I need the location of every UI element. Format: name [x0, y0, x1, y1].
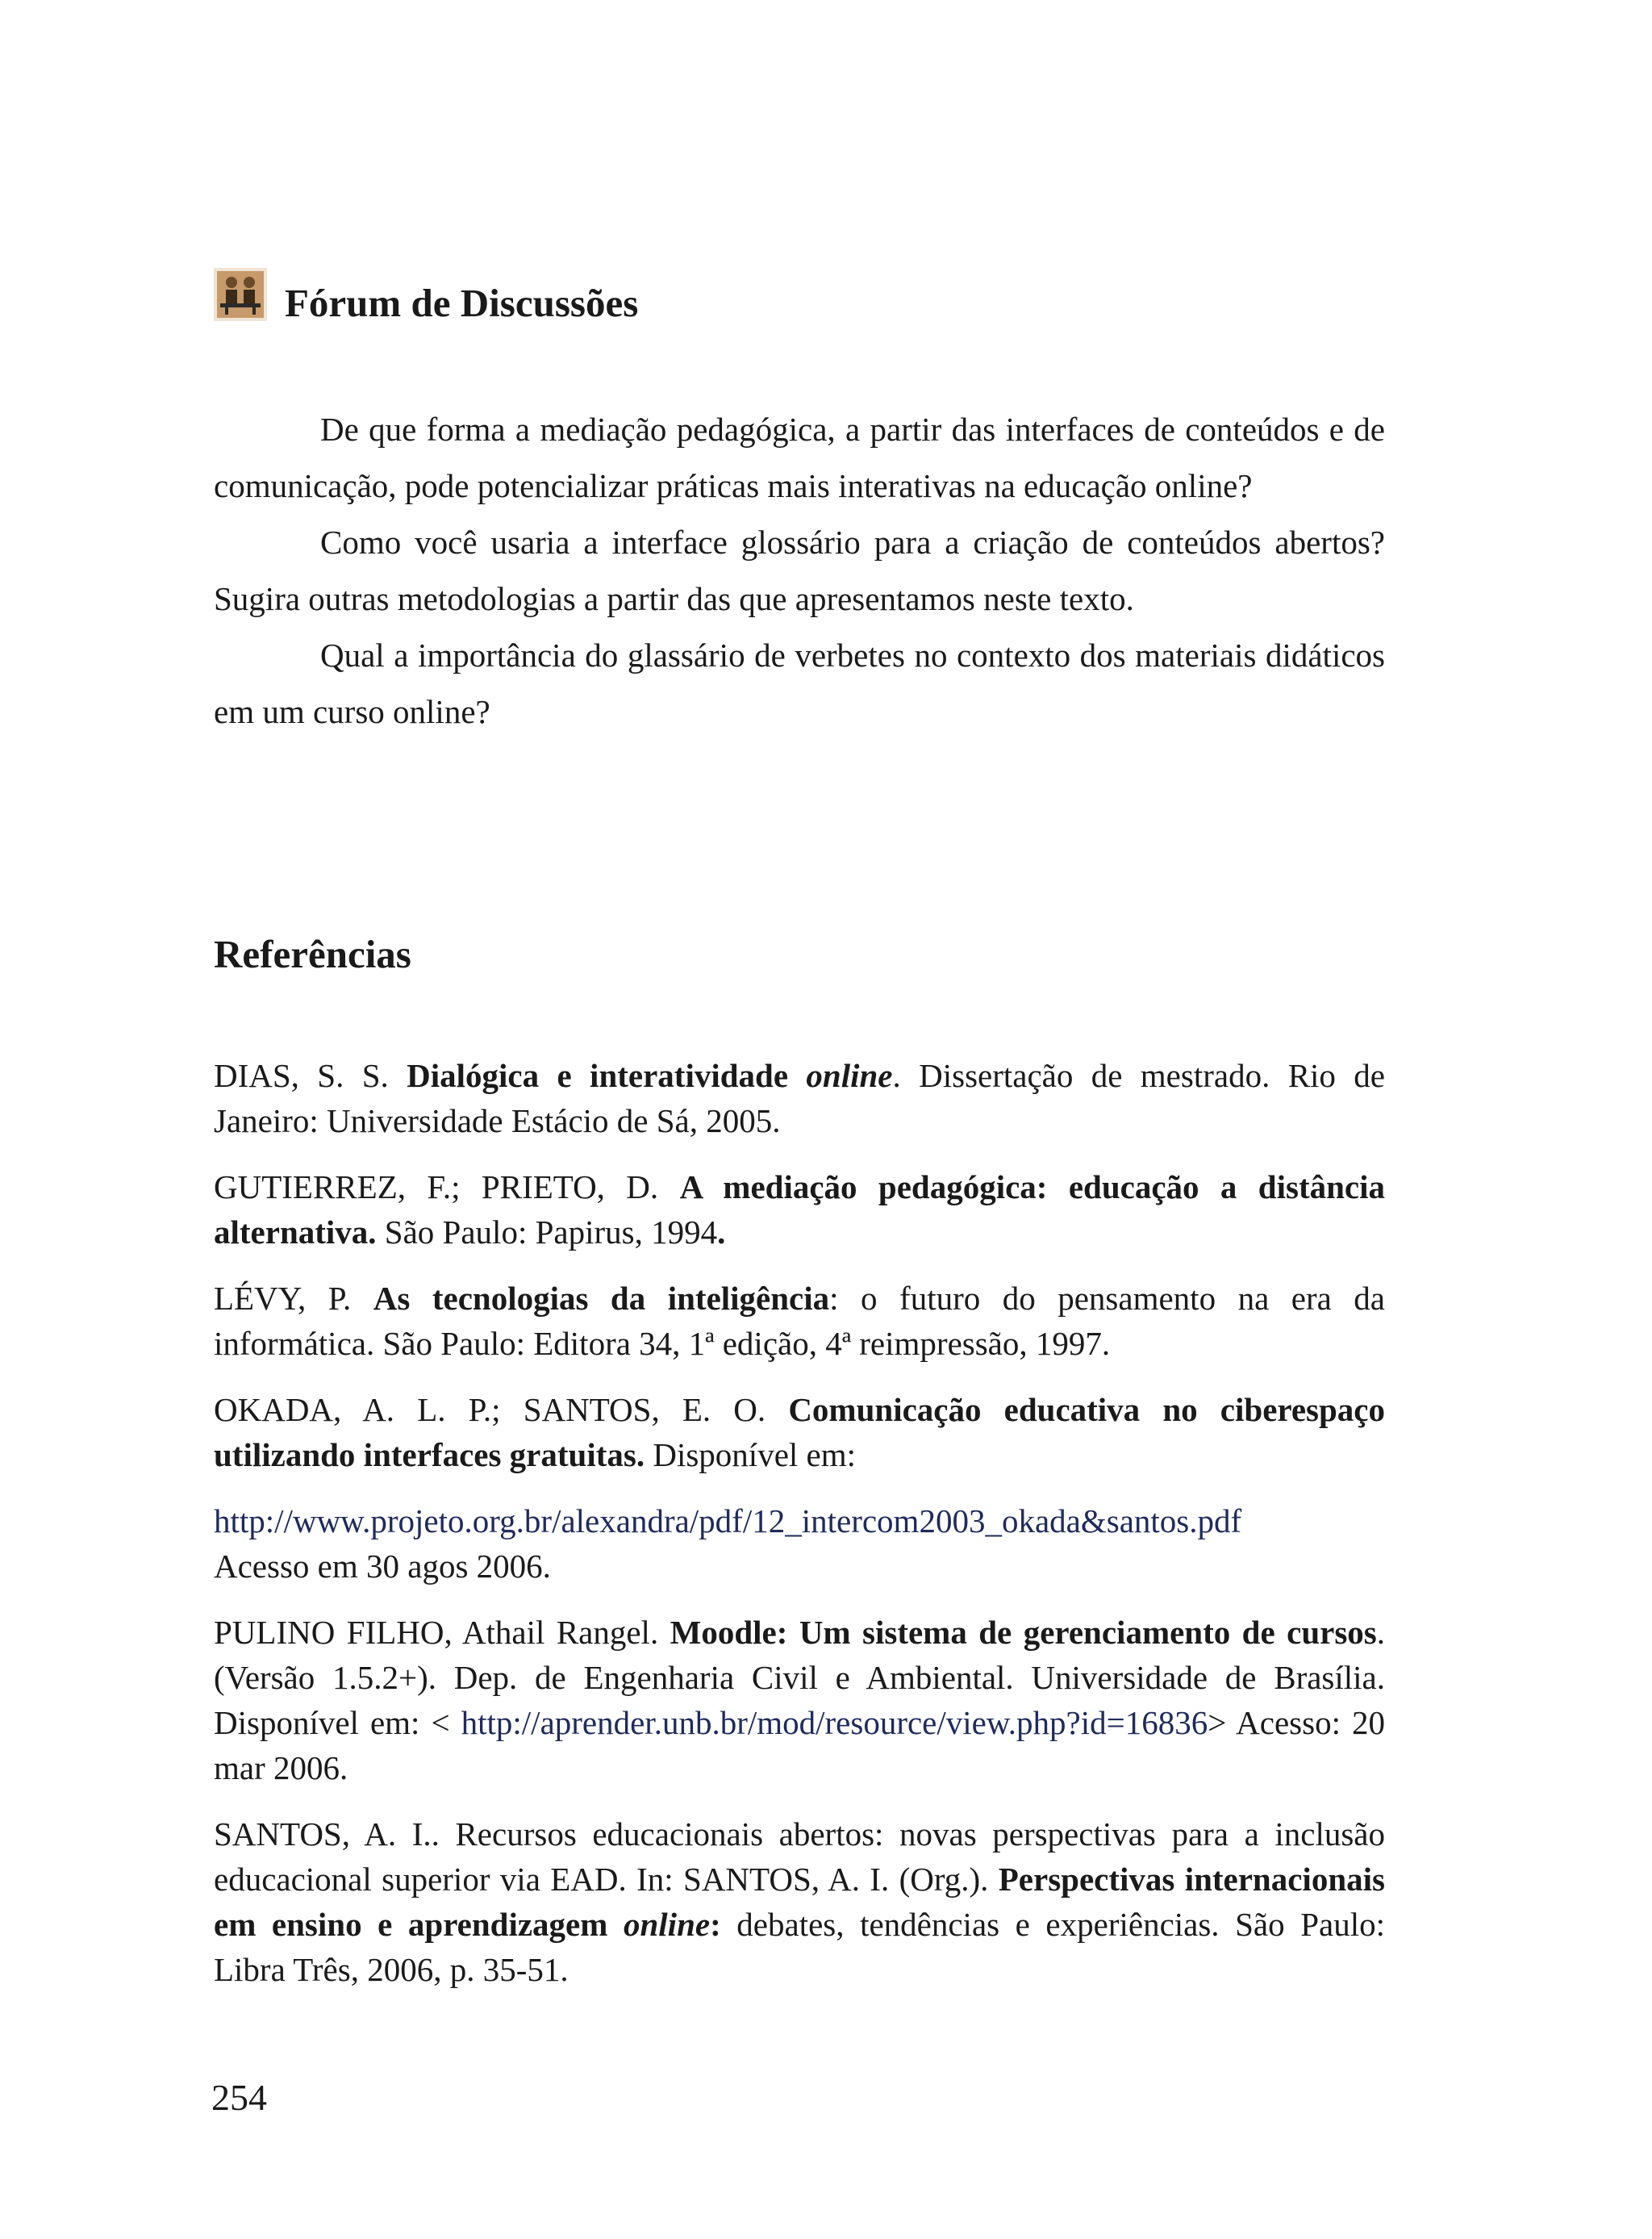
reference-item: [214, 1387, 1385, 1477]
forum-title: Fórum de Discussões: [285, 280, 639, 325]
ref-link[interactable]: http://www.projeto.org.br/alexandra/pdf/12_intercom2003_okada&santos.pdf: [214, 1502, 1242, 1539]
ref-title: A mediação pedagógica: educação a distância alternativa.: [214, 1168, 1385, 1251]
ref-authors: OKADA, A. L. P.; SANTOS, E. O.: [214, 1391, 789, 1428]
ref-title-italic: online: [806, 1057, 893, 1094]
ref-title-italic: online: [623, 1906, 711, 1943]
ref-details: São Paulo: Papirus, 1994: [376, 1213, 718, 1251]
references-heading: Referências: [214, 932, 411, 976]
ref-details: Disponível em:: [645, 1436, 857, 1473]
ref-authors: SANTOS, A. I.. Recursos educacionais abertos: novas perspectivas para a inclusão educacional superior via EAD. In: SANTOS, A. I. (Org.).: [214, 1815, 1385, 1898]
forum-question: De que forma a mediação pedagógica, a partir das interfaces de conteúdos e de comunicação, pode potencializar práticas mais interativas na educação online?: [214, 411, 1385, 504]
ref-title: Perspectivas internacionais em ensino e aprendizagem: [214, 1861, 1385, 1943]
ref-title: Dialógica e interatividade: [407, 1057, 807, 1094]
forum-questions: [214, 401, 1385, 740]
forum-heading: [214, 270, 1385, 335]
ref-details-after: > Acesso: 20 mar 2006.: [214, 1704, 1385, 1786]
ref-authors: LÉVY, P.: [214, 1280, 373, 1317]
ref-title: Comunicação educativa no ciberespaço utilizando interfaces gratuitas.: [214, 1391, 1385, 1473]
discussion-people-icon: [214, 268, 267, 321]
ref-authors: PULINO FILHO, Athail Rangel.: [214, 1614, 670, 1651]
ref-title: As tecnologias da inteligência: [373, 1280, 830, 1317]
reference-item: [214, 1276, 1385, 1366]
reference-item: [214, 1610, 1385, 1790]
ref-details: . (Versão 1.5.2+). Dep. de Engenharia Civil e Ambiental. Universidade de Brasília. Disponível em: <: [214, 1614, 1385, 1741]
ref-title-end: .: [892, 1057, 901, 1094]
ref-details: : o futuro do pensamento na era da informática. São Paulo: Editora 34, 1ª edição, 4ª reimpressão, 1997.: [214, 1280, 1386, 1362]
forum-question: Qual a importância do glassário de verbetes no contexto dos materiais didáticos em um curso online?: [214, 637, 1385, 730]
ref-details: Acesso em 30 agos 2006.: [214, 1548, 551, 1585]
reference-item: [214, 1053, 1385, 1143]
ref-authors: GUTIERREZ, F.; PRIETO, D.: [214, 1168, 680, 1205]
references-list: [214, 1053, 1385, 2013]
forum-question: Como você usaria a interface glossário para a criação de conteúdos abertos? Sugira outras metodologias a partir das que apresentamos neste texto.: [214, 524, 1385, 617]
ref-link[interactable]: http://aprender.unb.br/mod/resource/view.php?id=16836: [461, 1704, 1208, 1741]
reference-item: [214, 1498, 1385, 1589]
ref-title: Moodle: Um sistema de gerenciamento de cursos: [670, 1614, 1377, 1651]
page-number: 254: [211, 2077, 267, 2118]
ref-title-end: :: [710, 1906, 721, 1943]
ref-details: Dissertação de mestrado. Rio de Janeiro: Universidade Estácio de Sá, 2005.: [214, 1057, 1385, 1139]
ref-authors: DIAS, S. S.: [214, 1057, 407, 1094]
reference-item: [214, 1811, 1385, 1992]
reference-item: [214, 1164, 1385, 1255]
ref-details: debates, tendências e experiências. São Paulo: Libra Três, 2006, p. 35-51.: [214, 1906, 1385, 1988]
ref-details-end: .: [717, 1213, 726, 1251]
